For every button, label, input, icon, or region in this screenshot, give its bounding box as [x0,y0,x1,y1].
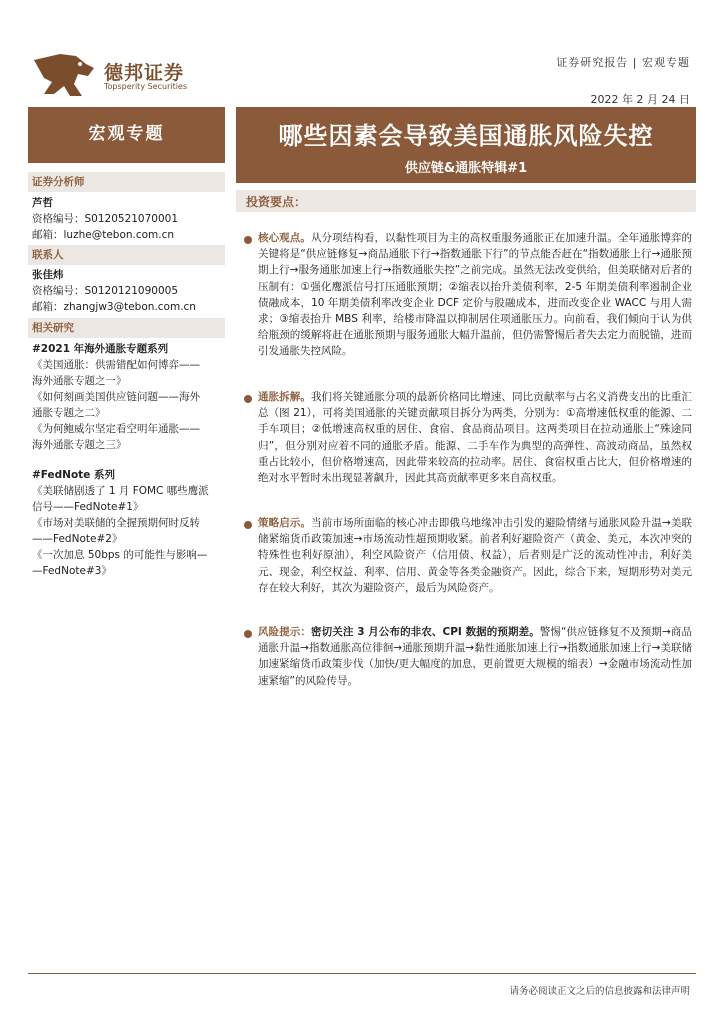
bullet-icon [244,521,252,529]
bullet-icon [244,630,252,638]
paragraph-label: 风险提示： [258,626,312,638]
analyst-header: 证券分析师 [28,172,225,192]
related-link[interactable]: 海外通胀专题之一》 [32,375,127,387]
analyst-name: 芦哲 [32,197,53,209]
analyst-cert: 资格编号：S0120521070001 [32,213,179,225]
report-type: 证券研究报告 | 宏观专题 [556,56,690,69]
title-band [236,107,696,183]
related-link[interactable]: ——FedNote#2》 [32,533,123,545]
related-research-header: 相关研究 [28,318,225,338]
related-link[interactable]: 《美联储剧透了 1 月 FOMC 哪些鹰派 [32,485,209,497]
footer-disclaimer: 请务必阅读正文之后的信息披露和法律声明 [509,986,690,997]
paragraph-text: 我们将关键通胀分项的最新价格同比增速、同比贡献率与占名义消费支出的比重汇总（图 21），可将美国通胀的关键贡献项目拆分为两类，分别为：①高增速低权重的能源、二手车项目；②低增速高权重的居住、食宿、食品商品项目。这两类项目在拉动通胀上“殊途同归”，但分别对应着不同的通胀矛盾。能源、二手车作为典型的高弹性、高波动商品，虽然权重占比较小，但价格增速高，因此带来较高的拉动率。居住、食宿权重占比大，但价格增速的绝对水平暂时未出现显著飙升，因此其高贡献率更多来自高权重。 [258,391,692,485]
contact-cert: 资格编号：S0120121090005 [32,285,179,297]
related-link[interactable]: 信号——FedNote#1》 [32,501,144,513]
footer-divider [28,973,696,974]
category-title: 宏观专题 [88,124,165,144]
bullet-icon [244,395,252,403]
paragraph-text: 当前市场所面临的核心冲击即俄乌地缘冲击引发的避险情绪与通胀风险升温→美联储紧缩货币政策加速→市场流动性超预期收紧。前者利好避险资产（黄金、美元，本次冲突的特殊性也利好原油），利空风险资产（信用债、权益），后者则是广泛的流动性冲击，利好美元、现金，利空权益、利率、信用、黄金等各类金融资产。因此，综合下来，短期形势对美元存在较大利好，其次为避险资产，最后为风险资产。 [258,517,693,594]
related-link[interactable]: 《如何刻画美国供应链问题——海外 [32,391,200,403]
contact-email[interactable]: 邮箱：zhangjw3@tebon.com.cn [32,301,196,313]
paragraph-text: 从分项结构看，以黏性项目为主的高权重服务通胀正在加速升温。全年通胀博弈的关键将是“供应链修复→商品通胀下行→指数通胀下行”的节点能否赶在“指数通胀上行→通胀预期上行→服务通胀加速上行→指数通胀失控”之前完成。虽然无法改变供给，但美联储对后者的压制有：①强化鹰派信号打压通胀预期；②缩表以抬升美债利率，2-5 年期美债利率遏制企业债融成本，10 年期美债利率改变企业 DCF 定价与股融成本，进而改变企业 WACC 与用人需求；③缩表抬升 MBS 利率，给楼市降温以抑制居住项通胀压力。向前看，我们倾向于认为供给瓶颈的缓解将赶在通胀预期与服务通胀大幅升温前，但仍需警惕后者失去定力而脱锚，进而引发通胀失控风险。 [258,232,692,358]
paragraph-label: 核心观点。 [258,232,311,244]
company-name-en: Topsperity Securities [104,82,188,91]
related-link[interactable]: 《为何鲍威尔坚定看空明年通胀—— [32,423,200,435]
paragraph-bold-text: 密切关注 3 月公布的非农、CPI 数据的预期差。 [311,626,540,638]
related-link[interactable]: 海外通胀专题之三》 [32,439,127,451]
related-link[interactable]: 《一次加息 50bps 的可能性与影响— [32,549,208,561]
related-link[interactable]: —FedNote#3》 [32,565,112,577]
related-link[interactable]: 《美国通胀：供需错配如何博弈—— [32,359,200,371]
company-logo-mark [30,50,98,100]
highlights-title: 投资要点： [246,195,307,209]
analyst-email[interactable]: 邮箱：luzhe@tebon.com.cn [32,229,175,241]
paragraph-label: 策略启示。 [258,517,312,529]
series-title: #2021 年海外通胀专题系列 [32,343,169,355]
series-title: #FedNote 系列 [32,469,115,481]
paragraph-text: 警惕“供应链修复不及预期→商品通胀升温→指数通胀高位徘徊→通胀预期升温→黏性通胀加速上行→指数通胀加速上行→美联储加速紧缩货币政策步伐（加快/更大幅度的加息，更前置更大规模的缩表）→金融市场流动性加速紧缩”的风险传导。 [258,626,692,687]
contact-header: 联系人 [28,245,225,265]
highlights-header [236,190,696,212]
paragraph-inflation-breakdown [258,389,692,486]
paragraph-core-view [258,230,692,360]
paragraph-risk [258,624,692,689]
bullet-icon [244,236,252,244]
related-link[interactable]: 通胀专题之二》 [32,407,106,419]
report-title: 哪些因素会导致美国通胀风险失控 [278,122,654,150]
contact-name: 张佳炜 [32,269,64,281]
company-name-cn: 德邦证券 [104,62,185,84]
paragraph-strategy [258,515,692,596]
category-band [28,107,225,163]
report-date: 2022 年 2 月 24 日 [590,93,690,106]
paragraph-label: 通胀拆解。 [258,391,311,403]
report-subtitle: 供应链&通胀特辑#1 [404,161,528,176]
related-link[interactable]: 《市场对美联储的全握预期何时反转 [32,517,200,529]
